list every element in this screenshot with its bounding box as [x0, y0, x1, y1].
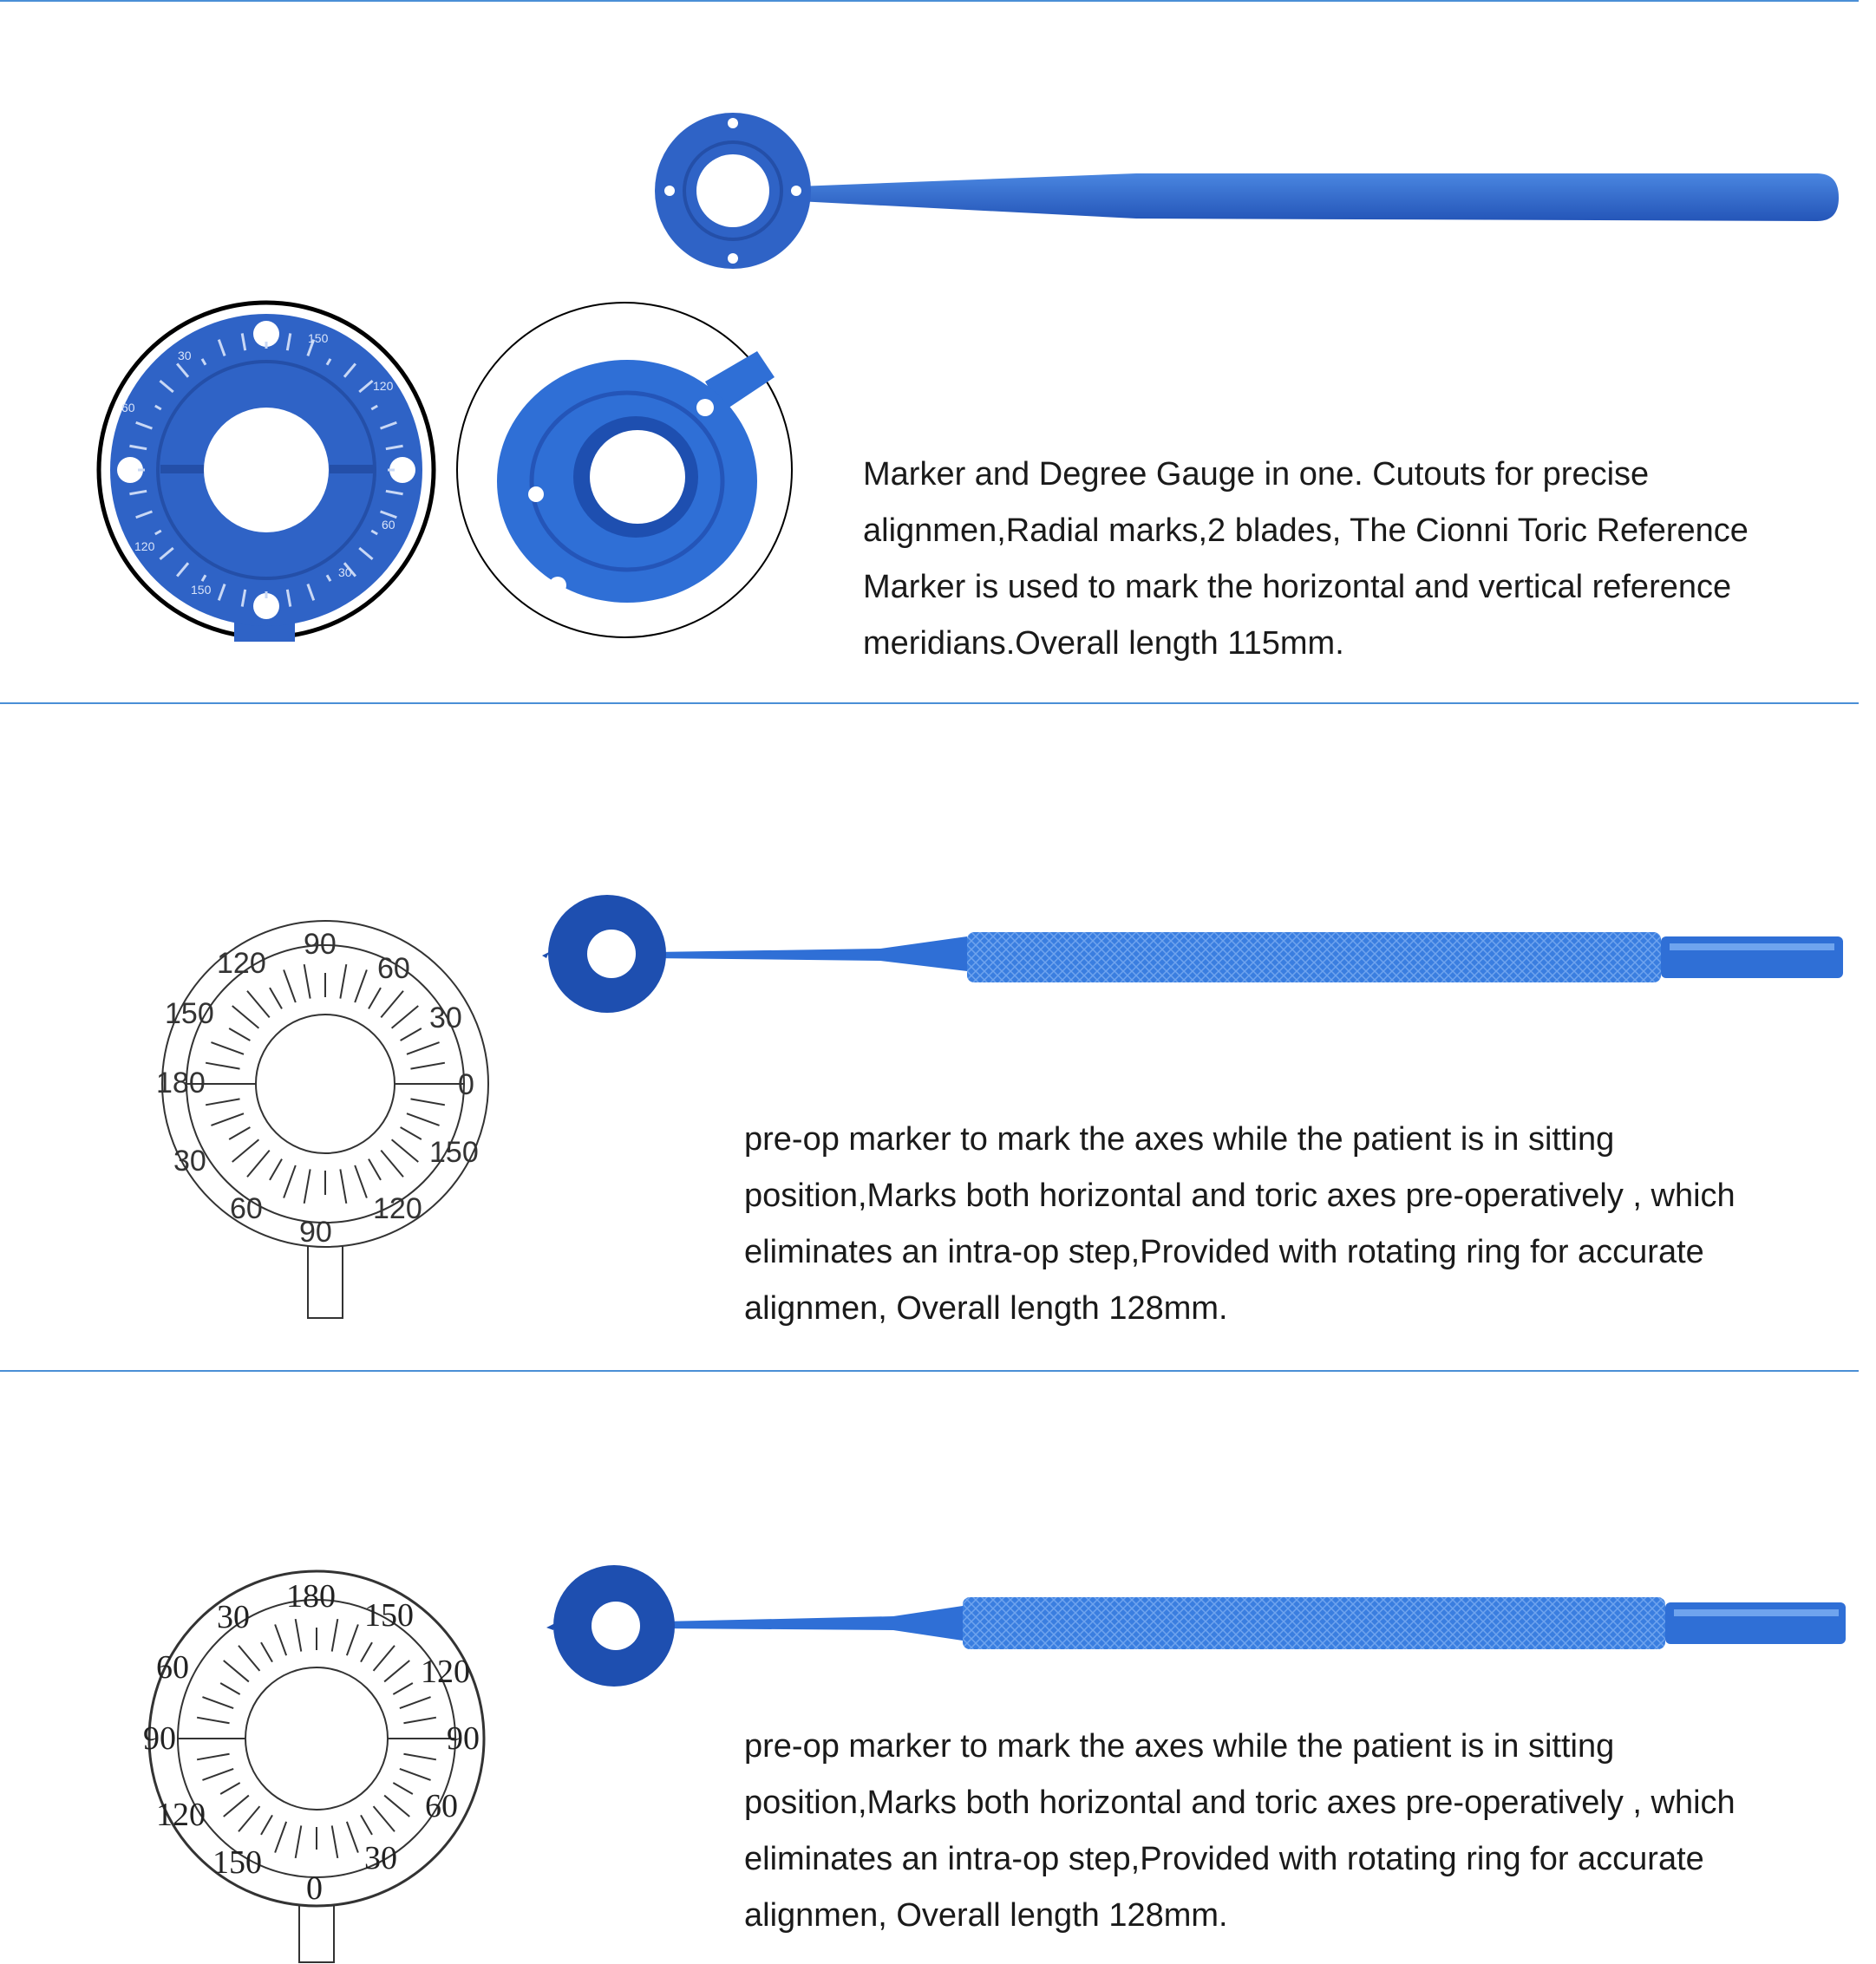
dial-label: 120	[373, 1192, 422, 1225]
gauge-label: 60	[382, 518, 395, 532]
dial-label: 150	[165, 997, 214, 1030]
dial-label: 90	[447, 1720, 480, 1757]
toric-marker-image-2	[542, 893, 1856, 1015]
dial-diagram-3	[143, 1565, 490, 1964]
dial-label: 0	[306, 1870, 323, 1907]
dial-label: 30	[364, 1840, 397, 1876]
dial-label: 180	[156, 1067, 206, 1099]
product-3-description: pre-op marker to mark the axes while the patient is in sitting position,Marks both horizontal and toric axes pre-operatively , which eliminates an intra-op step,Provided with rotating ring for accurate alignmen, Overall length 128mm.	[744, 1728, 1735, 1934]
dial-label: 90	[299, 1216, 332, 1249]
dial-label: 150	[429, 1136, 479, 1169]
gauge-label: 30	[178, 349, 192, 362]
gauge-label: 60	[121, 401, 135, 414]
dial-label: 150	[364, 1597, 414, 1634]
toric-marker-image-3	[546, 1561, 1856, 1691]
gauge-label: 150	[191, 583, 212, 597]
product-1-description: Marker and Degree Gauge in one. Cutouts for precise alignmen,Radial marks,2 blades, The Cionni Toric Reference Marker is used to mark the horizontal and vertical reference meridians.Overall length 115mm.	[863, 456, 1749, 662]
dial-label: 120	[217, 947, 266, 980]
gauge-closeup-top	[95, 299, 438, 642]
gauge-label: 150	[308, 331, 329, 345]
dial-label: 120	[421, 1654, 470, 1690]
dial-label: 30	[173, 1145, 206, 1178]
section-divider-2	[0, 1370, 1859, 1372]
dial-label: 30	[429, 1002, 462, 1034]
dial-label: 120	[156, 1797, 206, 1833]
dial-label: 60	[377, 952, 410, 985]
cionni-marker-image	[650, 104, 1847, 277]
dial-label: 150	[212, 1844, 262, 1881]
section-divider-1	[0, 702, 1859, 704]
gauge-label: 120	[134, 539, 155, 553]
dial-label: 60	[425, 1788, 458, 1824]
dial-diagram-2	[156, 919, 494, 1327]
gauge-label: 120	[373, 379, 394, 393]
gauge-closeup-angle	[454, 299, 796, 642]
dial-label: 0	[458, 1068, 474, 1101]
dial-label: 60	[156, 1649, 189, 1686]
dial-label: 60	[230, 1192, 263, 1225]
top-rule	[0, 0, 1859, 2]
gauge-label: 30	[338, 565, 352, 579]
dial-label: 30	[217, 1599, 250, 1635]
dial-label: 180	[286, 1578, 336, 1615]
product-2-description: pre-op marker to mark the axes while the patient is in sitting position,Marks both horizontal and toric axes pre-operatively , which eliminates an intra-op step,Provided with rotating ring for accurate alignmen, Overall length 128mm.	[744, 1121, 1735, 1327]
dial-label: 90	[304, 928, 337, 961]
dial-label: 90	[143, 1720, 176, 1757]
